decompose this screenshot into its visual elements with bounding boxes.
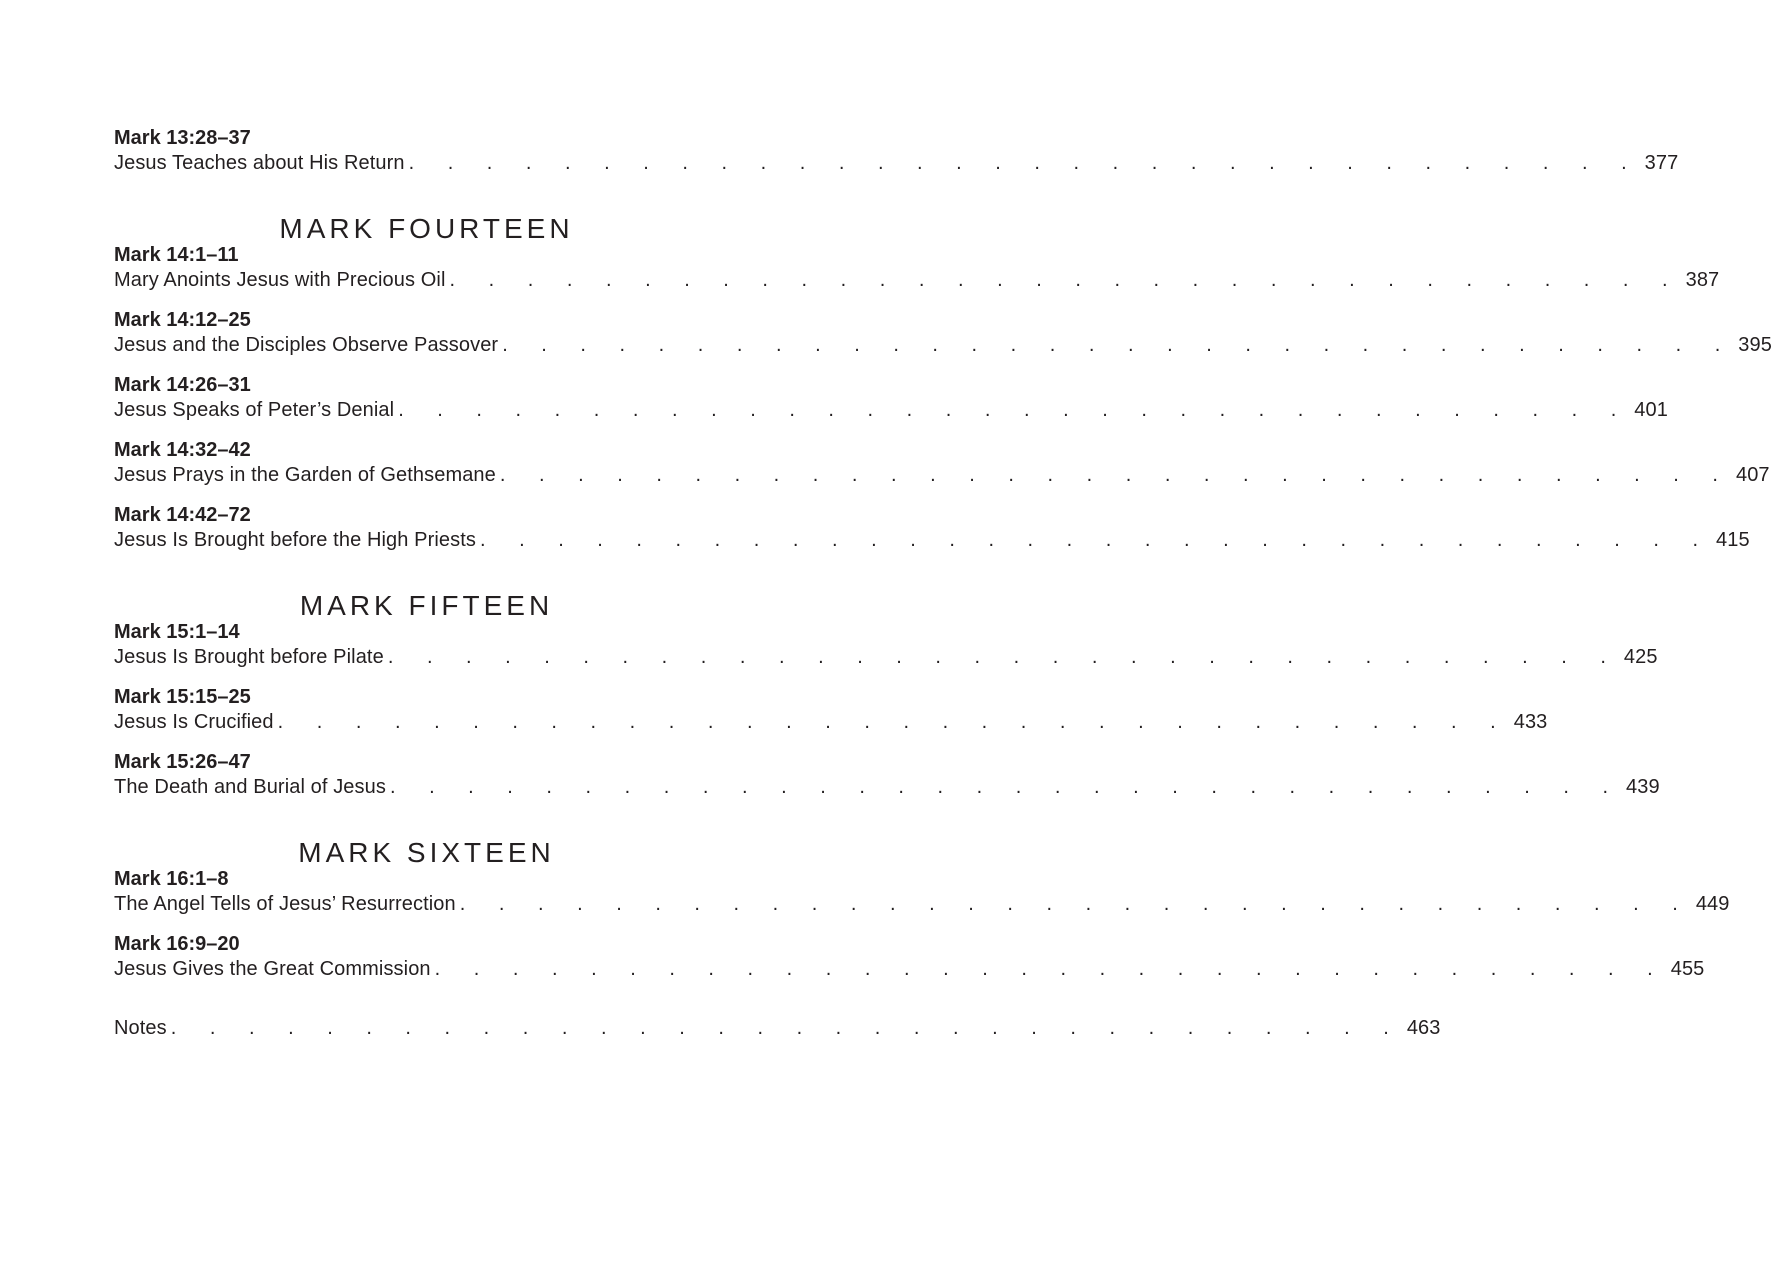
toc-entry-reference: Mark 16:1–8 xyxy=(114,868,229,890)
toc-entry-title: Jesus Teaches about His Return xyxy=(114,152,405,174)
toc-entry-page: 455 xyxy=(1670,958,1705,980)
toc-entry-page: 377 xyxy=(1644,152,1679,174)
toc-entry-page: 425 xyxy=(1623,646,1658,668)
toc-entry-page: 387 xyxy=(1685,269,1720,291)
toc-entry-reference: Mark 14:26–31 xyxy=(114,374,251,396)
toc-entry-reference: Mark 15:1–14 xyxy=(114,621,240,643)
dot-leader: . . . . . . . . . . . . . . . . . . . . . . . . . . . . . . . . xyxy=(459,893,1692,915)
toc-entry-page: 415 xyxy=(1716,529,1750,551)
toc-entry-page: 401 xyxy=(1634,399,1668,421)
toc-entry-reference: Mark 14:32–42 xyxy=(114,439,251,461)
toc-entry[interactable] xyxy=(114,750,1660,800)
toc-entry[interactable] xyxy=(114,243,1720,293)
toc-entry-line xyxy=(114,891,1730,917)
toc-entry-line xyxy=(114,267,1720,293)
toc-entry-line xyxy=(114,332,1772,358)
toc-entry-reference: Mark 13:28–37 xyxy=(114,127,251,149)
toc-entry-line xyxy=(114,1015,1441,1041)
toc-entry[interactable] xyxy=(114,126,1679,176)
toc-entry-line xyxy=(114,462,1770,488)
dot-leader: . . . . . . . . . . . . . . . . . . . . . . . . . . . . . . . . xyxy=(449,269,1682,291)
toc-entry-title: Jesus Speaks of Peter’s Denial xyxy=(114,399,395,421)
toc-entry-reference: Mark 15:15–25 xyxy=(114,686,251,708)
section-heading: MARK SIXTEEN xyxy=(298,837,555,868)
dot-leader: . . . . . . . . . . . . . . . . . . . . . . . . . . . . . . . . xyxy=(398,399,1631,421)
toc-entry-title: Jesus Is Brought before Pilate xyxy=(114,646,384,668)
dot-leader: . . . . . . . . . . . . . . . . . . . . . . . . . . . . . . . . xyxy=(502,334,1735,356)
toc-entry-title: The Angel Tells of Jesus’ Resurrection xyxy=(114,893,456,915)
toc-entry-page: 395 xyxy=(1738,334,1772,356)
toc-entry-page: 439 xyxy=(1626,776,1660,798)
toc-entry[interactable] xyxy=(114,620,1658,670)
toc-entry-page: 407 xyxy=(1735,464,1770,486)
toc-entry-line xyxy=(114,774,1660,800)
dot-leader: . . . . . . . . . . . . . . . . . . . . . . . . . . . . . . . . xyxy=(408,152,1641,174)
toc-entry-line xyxy=(114,644,1658,670)
toc-entry[interactable] xyxy=(114,308,1772,358)
dot-leader: . . . . . . . . . . . . . . . . . . . . . . . . . . . . . . . . xyxy=(499,464,1732,486)
section-heading: MARK FIFTEEN xyxy=(299,590,554,621)
toc-entry-page: 463 xyxy=(1406,1017,1441,1039)
toc-entry[interactable] xyxy=(114,932,1705,982)
toc-entry-title: Jesus Prays in the Garden of Gethsemane xyxy=(114,464,496,486)
dot-leader: . . . . . . . . . . . . . . . . . . . . . . . . . . . . . . . . xyxy=(387,646,1620,668)
dot-leader: . . . . . . . . . . . . . . . . . . . . . . . . . . . . . . . . xyxy=(479,529,1713,551)
dot-leader: . . . . . . . . . . . . . . . . . . . . . . . . . . . . . . . . xyxy=(389,776,1623,798)
toc-entry-line xyxy=(114,527,1750,553)
toc-entry-title: Notes xyxy=(114,1017,167,1039)
toc-entry[interactable] xyxy=(114,438,1770,488)
toc-entry[interactable] xyxy=(114,867,1730,917)
dot-leader: . . . . . . . . . . . . . . . . . . . . . . . . . . . . . . . . xyxy=(170,1017,1403,1039)
section-heading: MARK FOURTEEN xyxy=(279,213,574,244)
toc-entry-title: Jesus Gives the Great Commission xyxy=(114,958,431,980)
toc-entry-line xyxy=(114,150,1679,176)
toc-entry-page: 449 xyxy=(1695,893,1730,915)
toc-entry-line xyxy=(114,397,1668,423)
toc-entry-title: Jesus and the Disciples Observe Passover xyxy=(114,334,499,356)
dot-leader: . . . . . . . . . . . . . . . . . . . . . . . . . . . . . . . . xyxy=(434,958,1667,980)
toc-entry-title: Mary Anoints Jesus with Precious Oil xyxy=(114,269,446,291)
toc-entry[interactable] xyxy=(114,373,1668,423)
toc-entry-title: Jesus Is Crucified xyxy=(114,711,274,733)
toc-notes-entry[interactable] xyxy=(114,1015,1441,1041)
toc-entry-line xyxy=(114,956,1705,982)
toc-entry-title: Jesus Is Brought before the High Priests xyxy=(114,529,476,551)
toc-entry-line xyxy=(114,709,1548,735)
toc-entry-reference: Mark 16:9–20 xyxy=(114,933,240,955)
toc-entry[interactable] xyxy=(114,685,1548,735)
dot-leader: . . . . . . . . . . . . . . . . . . . . . . . . . . . . . . . . xyxy=(277,711,1510,733)
toc-entry-title: The Death and Burial of Jesus xyxy=(114,776,386,798)
toc-entry-reference: Mark 14:42–72 xyxy=(114,504,251,526)
toc-entry-page: 433 xyxy=(1513,711,1548,733)
toc-entry-reference: Mark 15:26–47 xyxy=(114,751,251,773)
toc-entry-reference: Mark 14:1–11 xyxy=(114,244,239,266)
toc-entry[interactable] xyxy=(114,503,1750,553)
toc-entry-reference: Mark 14:12–25 xyxy=(114,309,251,331)
